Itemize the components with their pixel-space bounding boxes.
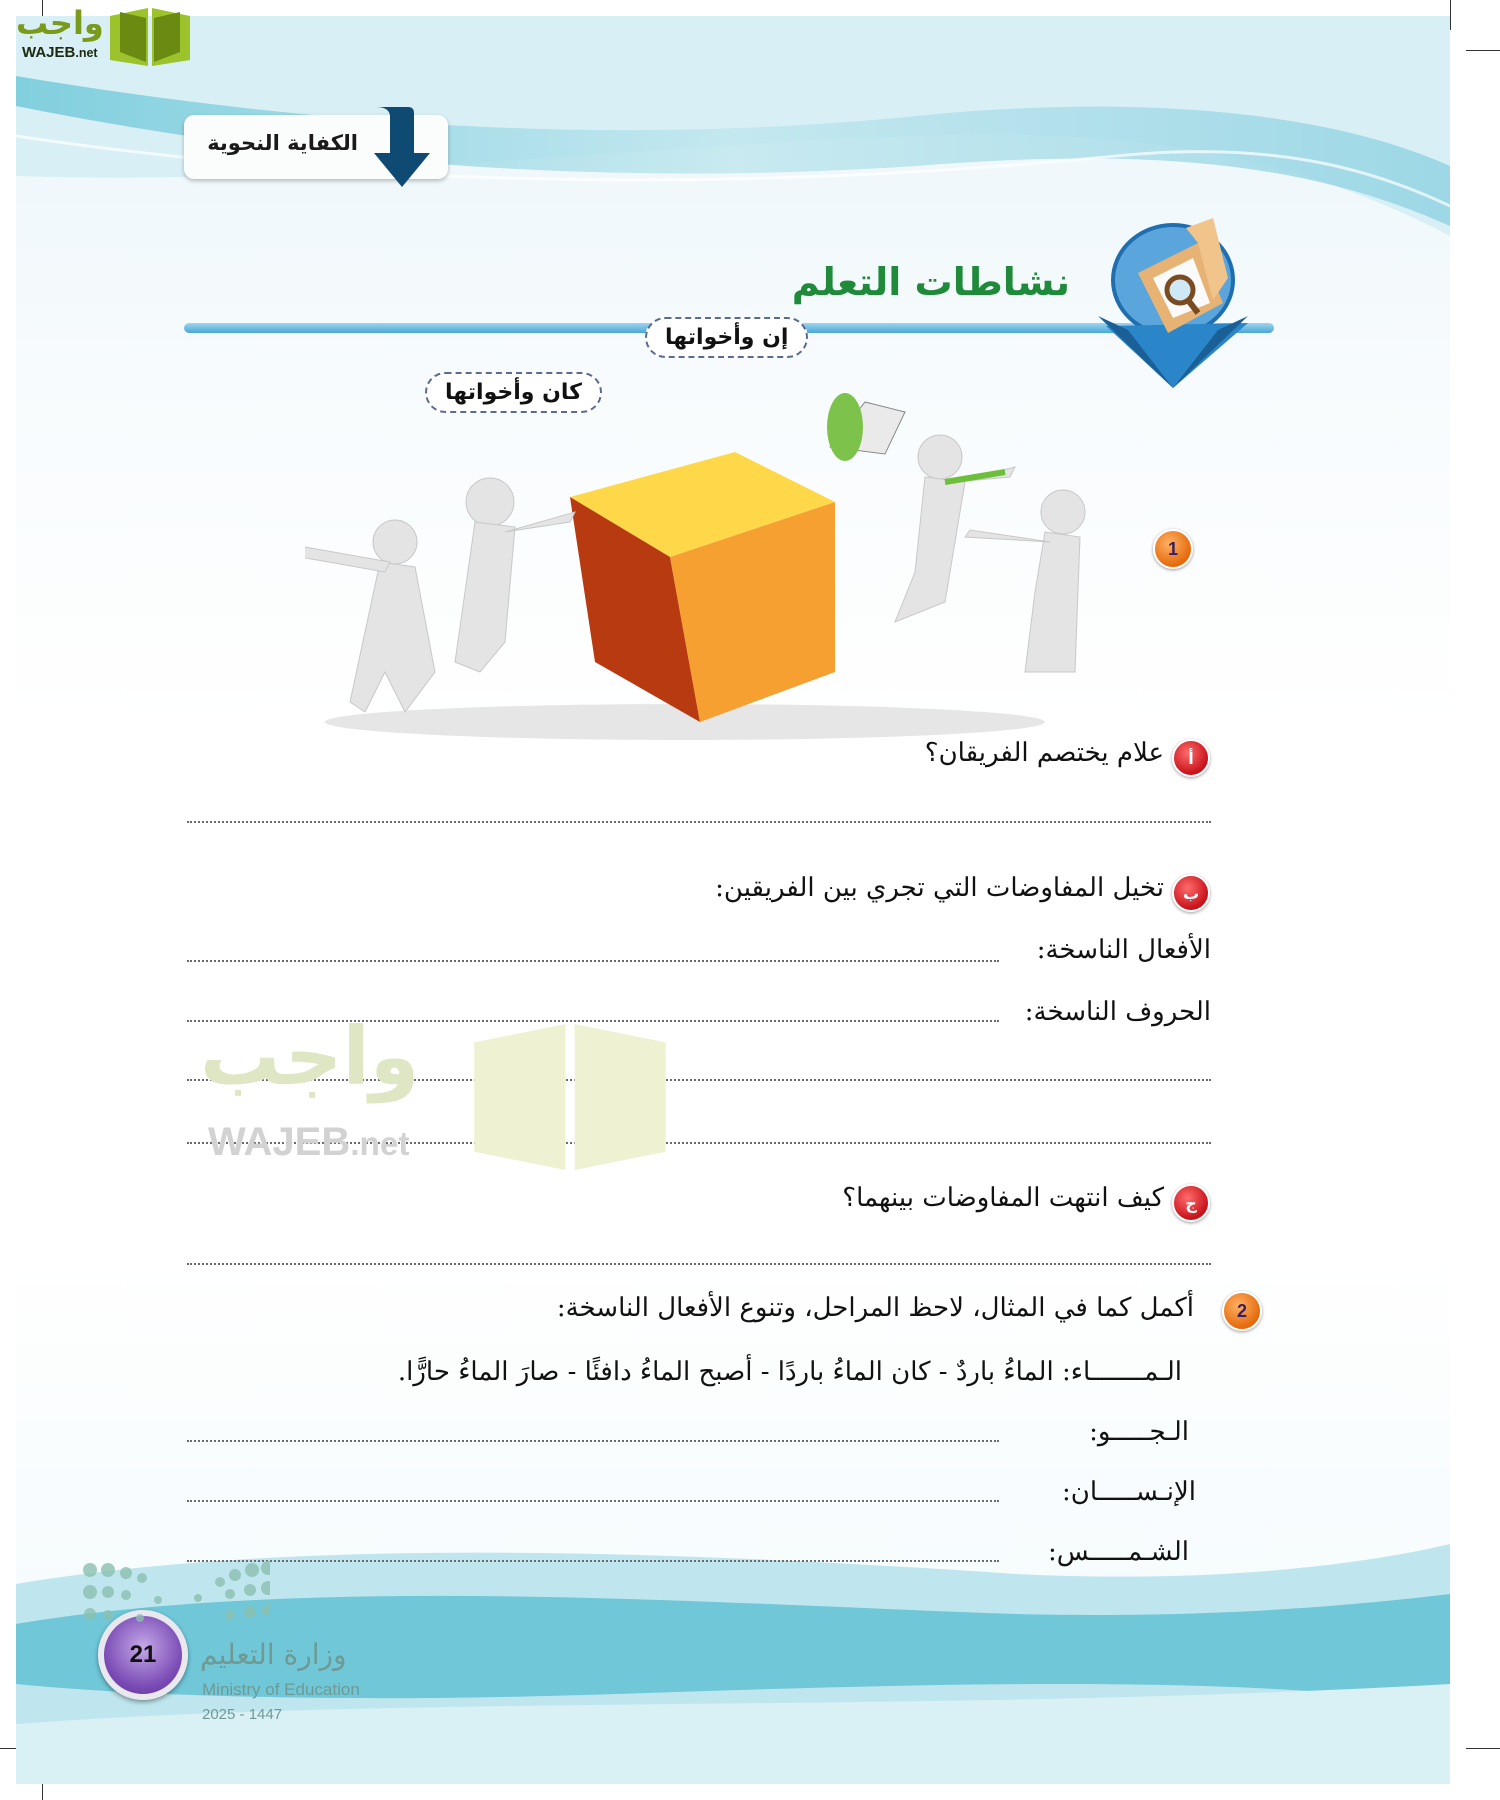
ministry-name-english: Ministry of Education bbox=[202, 1680, 360, 1699]
cube-tug-of-war-illustration bbox=[305, 325, 1095, 742]
crop-mark bbox=[1450, 0, 1451, 30]
wajeb-watermark bbox=[200, 1010, 680, 1175]
watermark-book-icon bbox=[470, 1015, 670, 1170]
competency-tab bbox=[184, 115, 448, 179]
section-title: نشاطات التعلم bbox=[791, 260, 1070, 304]
question-c: كيف انتهت المفاوضات بينهما؟ bbox=[842, 1183, 1164, 1213]
speech-bubble-inna: إن وأخواتها bbox=[645, 317, 808, 358]
row-label-weather: الـجـــــو: bbox=[1089, 1417, 1189, 1447]
illustration-graphic bbox=[305, 372, 1095, 742]
wajeb-logo bbox=[10, 4, 190, 64]
answer-line[interactable] bbox=[187, 821, 1211, 823]
answer-line[interactable] bbox=[187, 1500, 999, 1502]
crop-mark bbox=[1466, 50, 1500, 51]
logo-latin: WAJEB.net bbox=[22, 44, 98, 61]
question-a: علام يختصم الفريقان؟ bbox=[924, 738, 1164, 768]
ministry-dots-emblem bbox=[80, 1560, 270, 1630]
down-arrow-icon bbox=[368, 107, 438, 189]
activity-number-badge: 1 bbox=[1153, 529, 1193, 569]
question-letter-badge: أ bbox=[1172, 739, 1210, 777]
row-label-verbs: الأفعال الناسخة: bbox=[1036, 935, 1211, 965]
row-label-human: الإنـســـــان: bbox=[1062, 1477, 1196, 1507]
ministry-logo bbox=[80, 1560, 400, 1730]
logo-arabic: واجب bbox=[16, 4, 104, 42]
question-letter-badge: ج bbox=[1172, 1184, 1210, 1222]
speech-bubble-kana: كان وأخواتها bbox=[425, 372, 602, 413]
answer-line[interactable] bbox=[187, 1263, 1211, 1265]
watermark-arabic: واجب bbox=[200, 1010, 420, 1103]
question-letter-badge: ب bbox=[1172, 874, 1210, 912]
watermark-latin: WAJEB.net bbox=[208, 1120, 410, 1164]
folder-magnifier-icon bbox=[1098, 218, 1258, 393]
academic-year: 2025 - 1447 bbox=[202, 1706, 283, 1723]
activity-number-badge: 2 bbox=[1222, 1291, 1262, 1331]
activity2-instruction: أكمل كما في المثال، لاحظ المراحل، وتنوع الأفعال الناسخة: bbox=[556, 1293, 1194, 1323]
example-line: الـمـــــــاء: الماءُ باردٌ - كان الماءُ باردًا - أصبح الماءُ دافئًا - صارَ الماءُ حارًّا. bbox=[397, 1357, 1182, 1387]
open-book-icon bbox=[110, 8, 190, 66]
crop-mark bbox=[1466, 1748, 1500, 1749]
page-number-badge: 21 bbox=[98, 1610, 188, 1700]
tab-label: الكفاية النحوية bbox=[207, 131, 358, 155]
row-label-particles: الحروف الناسخة: bbox=[1024, 997, 1211, 1027]
row-label-sun: الشـمـــــس: bbox=[1048, 1537, 1189, 1567]
answer-line[interactable] bbox=[187, 960, 999, 962]
answer-line[interactable] bbox=[187, 1440, 999, 1442]
ministry-name-arabic: وزارة التعليم bbox=[200, 1638, 347, 1671]
question-b: تخيل المفاوضات التي تجري بين الفريقين: bbox=[715, 873, 1164, 903]
